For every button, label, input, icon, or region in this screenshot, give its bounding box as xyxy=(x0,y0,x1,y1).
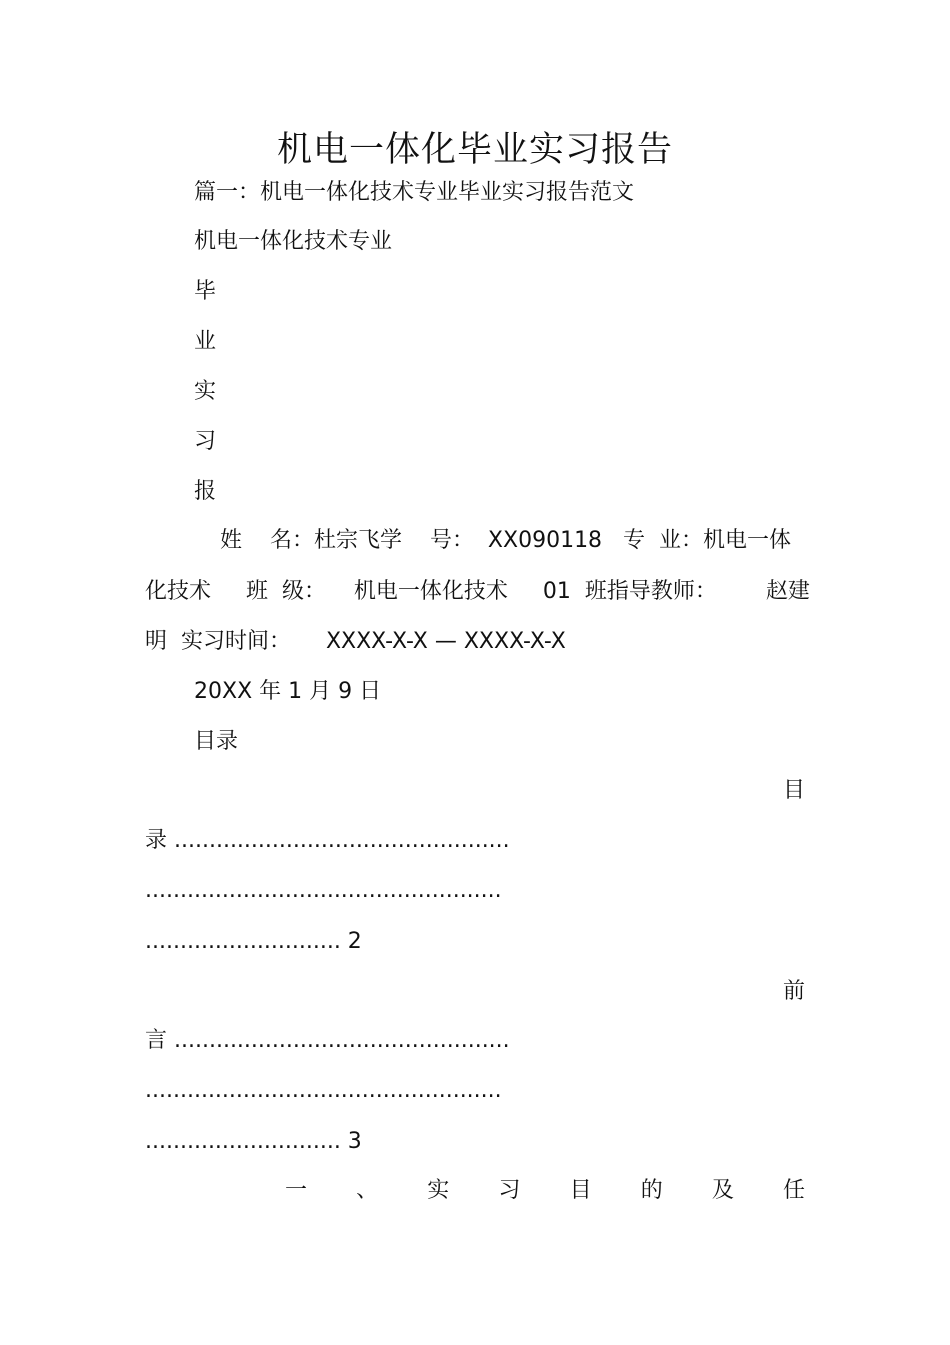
section-char: 实 xyxy=(427,1178,450,1203)
page-title: 机电一体化毕业实习报告 xyxy=(276,130,673,170)
toc-entry-1-line-3: ............................ 2 xyxy=(145,929,362,954)
vertical-char: 习 xyxy=(194,429,217,454)
vertical-char: 毕 xyxy=(194,279,217,304)
toc-entry-2-line-1: 言 ................................................ xyxy=(145,1028,510,1053)
toc-entry-1-line-2: ................................................... xyxy=(145,878,502,903)
report-date: 20XX 年 1 月 9 日 xyxy=(194,679,382,704)
toc-heading: 目录 xyxy=(194,729,239,754)
section-char: 一 xyxy=(285,1178,308,1203)
info-line-3: 明 实习时间： XXXX-X-X — XXXX-X-X xyxy=(145,629,566,654)
section-char: 目 xyxy=(569,1178,592,1203)
toc-entry-1-line-1: 录 ................................................ xyxy=(145,828,510,853)
info-line-2: 化技术 班 级： 机电一体化技术 01 班指导教师： 赵建 xyxy=(145,579,810,604)
section-char: 习 xyxy=(498,1178,521,1203)
major-heading: 机电一体化技术专业 xyxy=(194,229,393,254)
toc-entry-2-line-2: ................................................... xyxy=(145,1078,502,1103)
section-char: 、 xyxy=(356,1178,379,1203)
subtitle: 篇一：机电一体化技术专业毕业实习报告范文 xyxy=(194,180,635,205)
toc-entry-2-tail: 前 xyxy=(782,979,805,1004)
toc-entry-2-line-3: ............................ 3 xyxy=(145,1129,362,1154)
vertical-char: 报 xyxy=(194,479,217,504)
section-char: 的 xyxy=(640,1178,663,1203)
section-char: 任 xyxy=(782,1178,805,1203)
section-char: 及 xyxy=(711,1178,734,1203)
vertical-char: 业 xyxy=(194,329,217,354)
section-heading xyxy=(145,1176,805,1206)
vertical-char: 实 xyxy=(194,379,217,404)
toc-entry-1-tail: 目 xyxy=(782,778,805,803)
info-line-1: 姓 名：杜宗飞学 号： XX090118 专 业：机电一体 xyxy=(220,528,792,553)
